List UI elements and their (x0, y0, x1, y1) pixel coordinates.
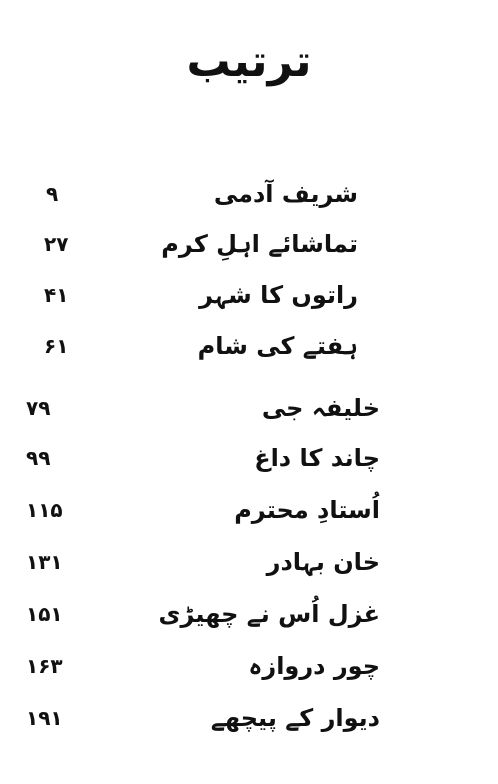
toc-entry (0, 222, 498, 272)
toc-entry-title: خان بہادر (266, 548, 380, 576)
toc-entry-title: خلیفہ جی (261, 394, 380, 422)
page-title: ترتیب (186, 36, 312, 87)
toc-entry (0, 696, 498, 746)
toc-entry (0, 644, 498, 694)
toc-entry-page: ۹ (46, 182, 59, 206)
toc-entry-page: ۲۷ (44, 232, 69, 256)
toc-entry (0, 324, 498, 374)
toc-entry-page: ۹۹ (26, 446, 51, 470)
toc-entry-title: راتوں کا شہر (199, 281, 358, 309)
toc-entry-page: ۱۳۱ (26, 550, 63, 574)
toc-entry-title: شریف آدمی (213, 180, 358, 208)
toc-entry-title: دیوار کے پیچھے (210, 704, 380, 732)
toc-entry-page: ۱۱۵ (26, 498, 63, 522)
toc-entry-title: ہفتے کی شام (197, 332, 358, 360)
toc-entry-title: تماشائے اہلِ کرم (161, 230, 358, 258)
toc-entry (0, 273, 498, 323)
toc-entry-page: ۶۱ (44, 334, 69, 358)
toc-entry (0, 436, 498, 486)
toc-entry (0, 592, 498, 642)
toc-entry-title: چاند کا داغ (254, 444, 380, 472)
toc-entry-title: چور دروازہ (248, 652, 380, 680)
toc-entry (0, 386, 498, 436)
toc-entry (0, 488, 498, 538)
toc-entry-page: ۷۹ (26, 396, 51, 420)
toc-entry-title: اُستادِ محترم (234, 496, 380, 524)
toc-entry-page: ۱۵۱ (26, 602, 63, 626)
toc-entry (0, 172, 498, 222)
toc-entry-title: غزل اُس نے چھیڑی (158, 600, 380, 628)
toc-entry (0, 540, 498, 590)
toc-entry-page: ۱۹۱ (26, 706, 63, 730)
toc-entry-page: ۴۱ (44, 283, 69, 307)
toc-entry-page: ۱۶۳ (26, 654, 63, 678)
